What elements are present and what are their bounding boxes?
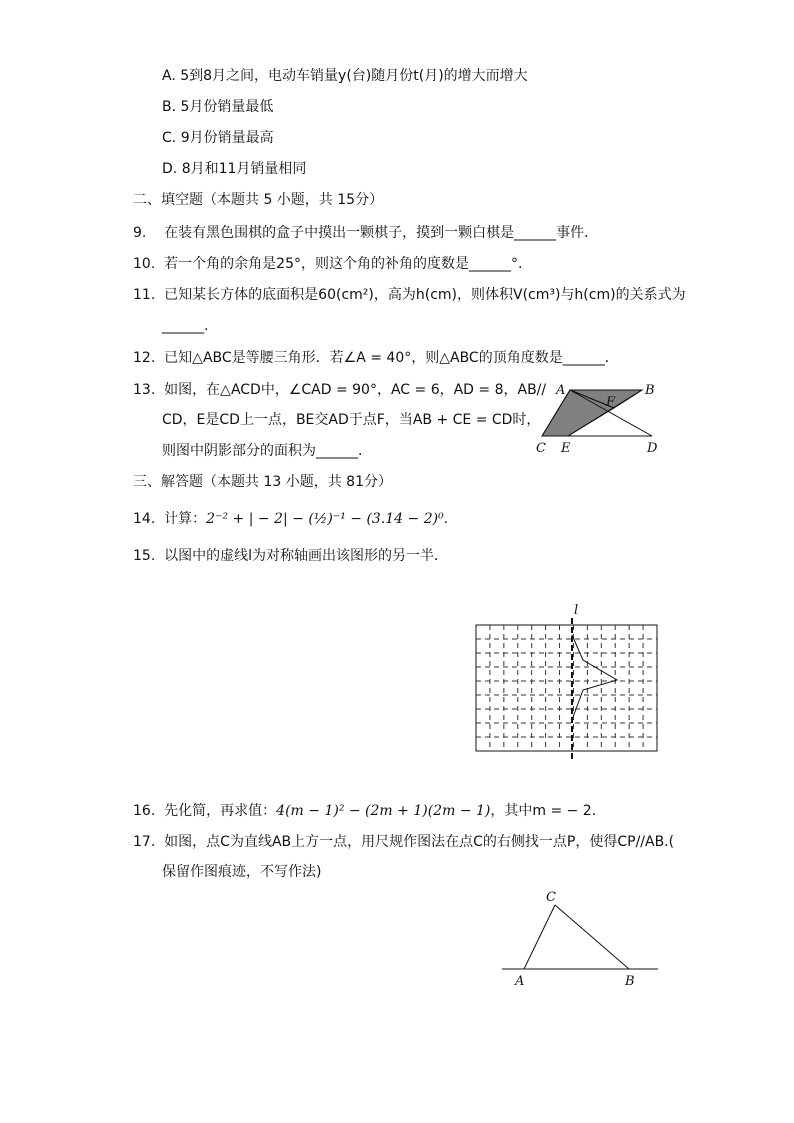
segment-ac — [524, 905, 555, 969]
option-b: B. 5月份销量最低 — [162, 99, 274, 115]
question-14: 14. 计算：2⁻² + | − 2| − (½)⁻¹ − (3.14 − 2)⁰. — [133, 511, 449, 527]
section-heading-solutions: 三、解答题（本题共 13 小题，共 81分） — [133, 474, 392, 490]
label-f: F — [606, 395, 616, 410]
grid-dashed-lines — [476, 625, 657, 751]
question-13-line-2: CD，E是CD上一点，BE交AD于点F，当AB + CE = CD时， — [162, 412, 541, 428]
label-d: D — [647, 441, 658, 456]
question-13-line-1: 13. 如图，在△ACD中，∠CAD = 90°，AC = 6，AD = 8，AB// — [133, 382, 547, 398]
axis-label-l: l — [574, 603, 579, 618]
question-12: 12. 已知△ABC是等腰三角形．若∠A = 40°，则△ABC的顶角度数是______． — [133, 350, 619, 366]
grid-border — [476, 625, 657, 751]
figure-15-grid — [470, 600, 665, 765]
segment-cb — [555, 905, 629, 969]
figure-13-triangle — [530, 378, 665, 458]
half-figure — [572, 635, 617, 720]
section-heading-fill-in: 二、填空题（本题共 5 小题，共 15分） — [133, 192, 384, 208]
label-b: B — [625, 974, 635, 989]
label-a: A — [556, 383, 566, 398]
figure-17-triangle — [498, 885, 663, 990]
question-11-continuation: ______. — [162, 318, 209, 334]
label-a: A — [515, 974, 525, 989]
question-11: 11. 已知某长方体的底面积是60(cm²)，高为h(cm)，则体积V(cm³)与h(cm)的关系式为 — [133, 287, 686, 303]
label-c: C — [546, 890, 556, 905]
question-15: 15. 以图中的虚线l为对称轴画出该图形的另一半． — [133, 548, 449, 564]
label-b: B — [645, 383, 655, 398]
option-d: D. 8月和11月销量相同 — [162, 161, 307, 177]
option-a: A. 5到8月之间，电动车销量y(台)随月份t(月)的增大而增大 — [162, 68, 528, 84]
question-16: 16. 先化简，再求值：4(m − 1)² − (2m + 1)(2m − 1)，其中m = − 2． — [133, 803, 606, 819]
question-10: 10. 若一个角的余角是25°，则这个角的补角的度数是______°. — [133, 256, 523, 272]
question-13-line-3: 则图中阴影部分的面积为______． — [162, 443, 372, 459]
question-17-line-1: 17. 如图，点C为直线AB上方一点，用尺规作图法在点C的右侧找一点P，使得CP//AB.( — [133, 834, 675, 850]
label-c: C — [536, 441, 546, 456]
question-17-line-2: 保留作图痕迹，不写作法) — [162, 864, 322, 880]
question-9: 9. 在装有黑色围棋的盒子中摸出一颗棋子，摸到一颗白棋是______事件． — [133, 225, 599, 241]
label-e: E — [561, 441, 571, 456]
option-c: C. 9月份销量最高 — [162, 130, 274, 146]
